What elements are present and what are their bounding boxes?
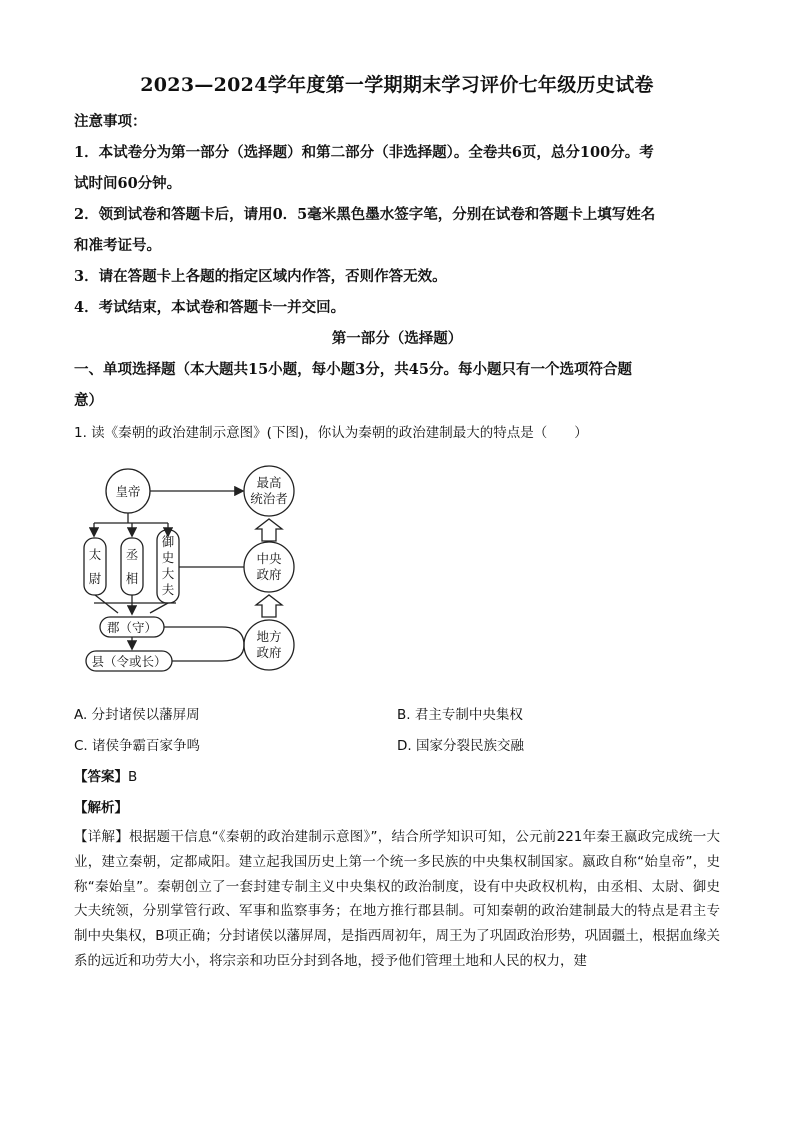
xian-label: 县（令或长） — [91, 654, 167, 669]
supreme-label-2: 统治者 — [250, 491, 288, 506]
analysis-label: 【解析】 — [74, 800, 128, 816]
section-heading-line-1: 一、单项选择题（本大题共15小题，每小题3分，共45分。每小题只有一个选项符合题 — [74, 361, 632, 378]
central-label-2: 政府 — [256, 567, 282, 582]
chengxiang-label-2: 相 — [125, 571, 139, 586]
emperor-label: 皇帝 — [115, 484, 141, 499]
taiwei-label-1: 太 — [88, 547, 102, 562]
notice-line-3: 2．领到试卷和答题卡后，请用0．5毫米黑色墨水签字笔，分别在试卷和答题卡上填写姓名 — [74, 206, 656, 223]
yushi-label-3: 大 — [161, 566, 175, 581]
chengxiang-label-1: 丞 — [125, 547, 139, 562]
explanation-text: 【详解】根据题干信息“《秦朝的政治建制示意图》”，结合所学知识可知，公元前221年秦王嬴政完成统一大业，建立秦朝，定都咸阳。建立起我国历史上第一个统一多民族的中央集权制国家。嬴政自称“始皇帝”，史称“秦始皇”。秦朝创立了一套封建专制主义中央集权的政治制度，设有中央政权机构，由丞相、太尉、御史大夫统领，分别掌管行政、军事和监察事务；在地方推行郡县制。可知秦朝的政治建制最大的特点是君主专制中央集权，B项正确；分封诸侯以藩屏周，是指西周初年，周王为了巩固政治形势，巩固疆土，根据血缘关系的远近和功劳大小，将宗亲和功臣分封到各地，授予他们管理土地和人民的权力，建 — [74, 829, 720, 969]
supreme-label-1: 最高 — [256, 475, 282, 490]
taiwei-label-2: 尉 — [88, 571, 102, 586]
notice-line-5: 3．请在答题卡上各题的指定区域内作答，否则作答无效。 — [74, 268, 447, 285]
notice-heading: 注意事项： — [74, 113, 147, 130]
option-c: C. 诸侯争霸百家争鸣 — [74, 738, 201, 754]
qin-political-system-diagram — [80, 455, 320, 687]
question-1-stem: 1. 读《秦朝的政治建制示意图》(下图)，你认为秦朝的政治建制最大的特点是（ ） — [74, 425, 588, 441]
notice-line-1: 1．本试卷分为第一部分（选择题）和第二部分（非选择题）。全卷共6页，总分100分。考 — [74, 144, 654, 161]
option-d: D. 国家分裂民族交融 — [397, 738, 524, 754]
section-heading-line-2: 意） — [74, 392, 103, 409]
notice-line-2: 试时间60分钟。 — [74, 175, 182, 192]
option-a: A. 分封诸侯以藩屏周 — [74, 707, 200, 723]
local-label-2: 政府 — [256, 645, 282, 660]
page-title: 2023—2024学年度第一学期期末学习评价七年级历史试卷 — [140, 74, 654, 96]
option-b: B. 君主专制中央集权 — [397, 707, 523, 723]
notice-line-6: 4．考试结束，本试卷和答题卡一并交回。 — [74, 299, 346, 316]
central-label-1: 中央 — [256, 551, 282, 566]
local-label-1: 地方 — [256, 629, 282, 644]
jun-label: 郡（守） — [106, 620, 158, 635]
answer-value: B — [128, 769, 138, 785]
answer-label: 【答案】 — [74, 769, 128, 785]
answer-line — [74, 765, 137, 785]
yushi-label-1: 御 — [161, 534, 175, 549]
yushi-label-4: 夫 — [161, 582, 175, 597]
part1-heading: 第一部分（选择题） — [331, 330, 463, 347]
notice-line-4: 和准考证号。 — [74, 237, 161, 254]
yushi-label-2: 史 — [161, 550, 175, 565]
